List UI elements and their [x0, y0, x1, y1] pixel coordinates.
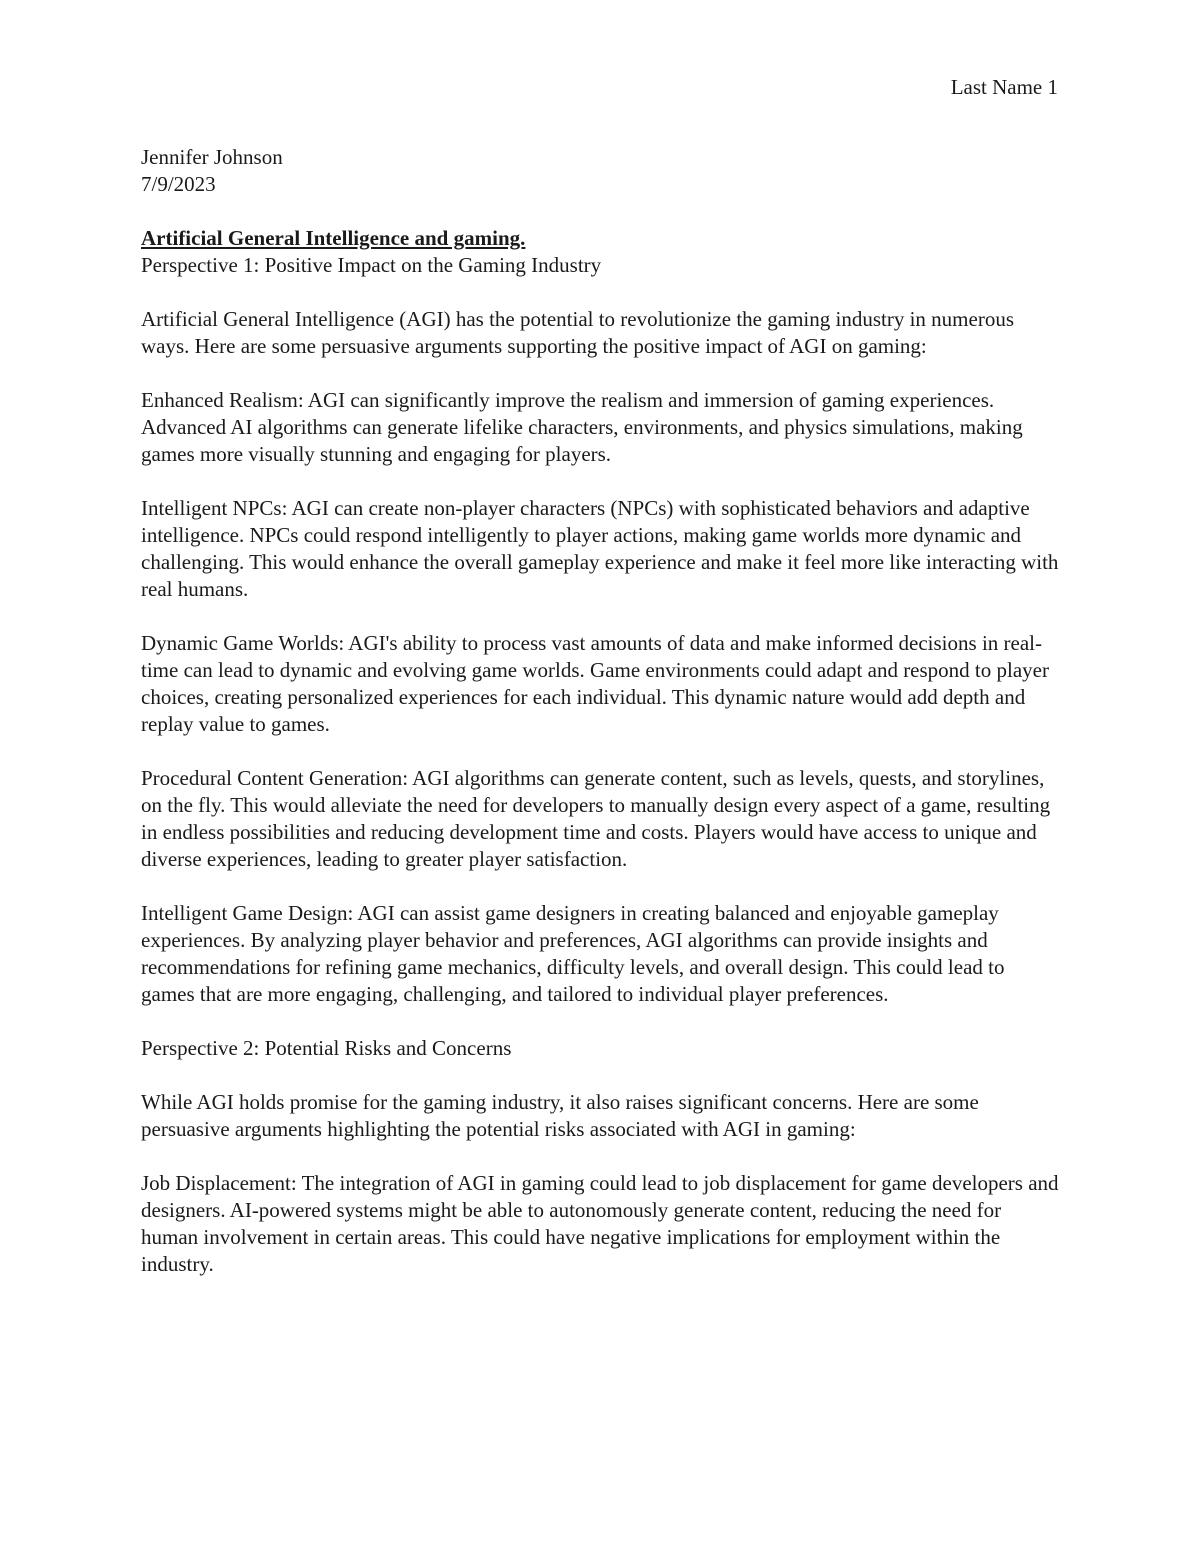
running-head: Last Name 1	[950, 75, 1058, 99]
document-title: Artificial General Intelligence and gaming.	[141, 226, 526, 250]
paragraph-dynamic-game-worlds: Dynamic Game Worlds: AGI's ability to process vast amounts of data and make informed decisions in real-time can lead to dynamic and evolving game worlds. Game environments could adapt and respond to player choices, creating personalized experiences for each individual. This dynamic nature would add depth and replay value to games.	[141, 631, 1049, 736]
paragraph-job-displacement: Job Displacement: The integration of AGI in gaming could lead to job displacement for game developers and designers. AI-powered systems might be able to autonomously generate content, reducing the need for human involvement in certain areas. This could have negative implications for employment within the industry.	[141, 1171, 1059, 1276]
paragraph-intelligent-npcs: Intelligent NPCs: AGI can create non-player characters (NPCs) with sophisticated behaviors and adaptive intelligence. NPCs could respond intelligently to player actions, making game worlds more dynamic and challenging. This would enhance the overall gameplay experience and make it feel more like interacting with real humans.	[141, 496, 1059, 601]
document-date: 7/9/2023	[141, 172, 216, 196]
perspective-1-heading: Perspective 1: Positive Impact on the Gaming Industry	[141, 253, 602, 277]
document-body	[141, 144, 1061, 1305]
perspective-2-intro: While AGI holds promise for the gaming industry, it also raises significant concerns. Here are some persuasive arguments highlighting the potential risks associated with AGI in gaming:	[141, 1090, 979, 1141]
paragraph-procedural-content: Procedural Content Generation: AGI algorithms can generate content, such as levels, quests, and storylines, on the fly. This would alleviate the need for developers to manually design every aspect of a game, resulting in endless possibilities and reducing development time and costs. Players would have access to unique and diverse experiences, leading to greater player satisfaction.	[141, 766, 1051, 871]
perspective-1-intro: Artificial General Intelligence (AGI) has the potential to revolutionize the gaming industry in numerous ways. Here are some persuasive arguments supporting the positive impact of AGI on gaming:	[141, 307, 1014, 358]
paragraph-intelligent-game-design: Intelligent Game Design: AGI can assist game designers in creating balanced and enjoyable gameplay experiences. By analyzing player behavior and preferences, AGI algorithms can provide insights and recommendations for refining game mechanics, difficulty levels, and overall design. This could lead to games that are more engaging, challenging, and tailored to individual player preferences.	[141, 901, 1005, 1006]
blank-line	[141, 198, 1061, 225]
author-name: Jennifer Johnson	[141, 145, 283, 169]
paragraph-enhanced-realism: Enhanced Realism: AGI can significantly improve the realism and immersion of gaming experiences. Advanced AI algorithms can generate lifelike characters, environments, and physics simulations, making games more visually stunning and engaging for players.	[141, 388, 1023, 466]
blank-line	[141, 279, 1061, 306]
perspective-2-heading: Perspective 2: Potential Risks and Concerns	[141, 1036, 512, 1060]
